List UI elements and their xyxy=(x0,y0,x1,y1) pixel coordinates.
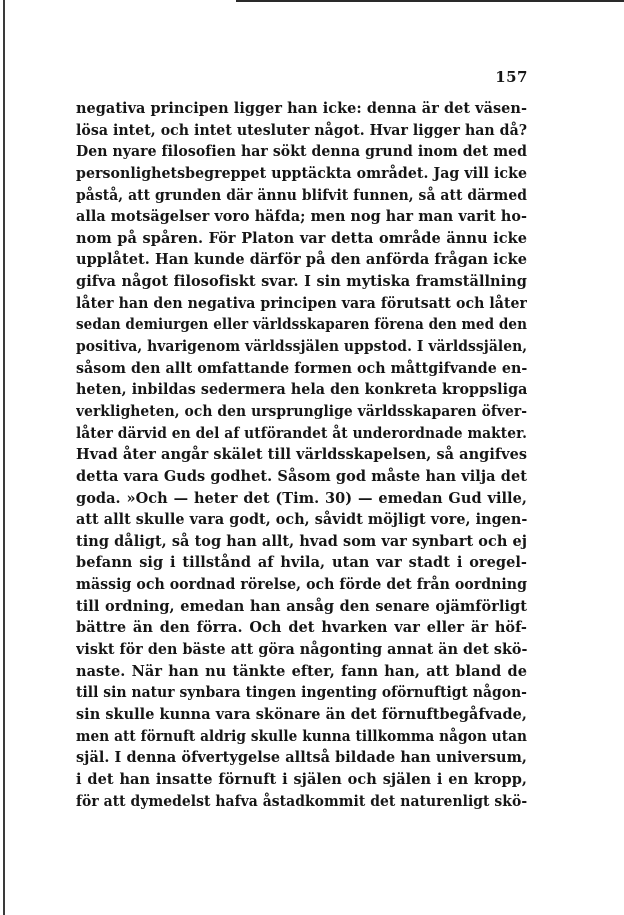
text-line: detta vara Guds godhet. Såsom god måste han vilja det xyxy=(76,467,527,485)
text-line: sedan demiurgen eller världsskaparen förena den med den xyxy=(76,316,528,334)
text-line: viskt för den bäste att göra någonting annat än det skö- xyxy=(76,641,527,659)
text-line: såsom den allt omfattande formen och måttgifvande en- xyxy=(76,359,527,377)
text-line: själ. I denna öfvertygelse alltså bildade han universum, xyxy=(76,749,528,767)
top-edge-rule xyxy=(236,0,624,2)
text-line: låter därvid en del af utförandet åt underordnade makter. xyxy=(76,424,528,442)
text-line: gifva något filosofiskt svar. I sin mytiska framställning xyxy=(76,273,527,291)
text-line: negativa principen ligger han icke: denna är det väsen- xyxy=(76,100,528,117)
text-line: för att dymedelst hafva åstadkommit det naturenligt skö- xyxy=(76,792,528,810)
text-line: heten, inbildas sedermera hela den konkreta kroppsliga xyxy=(76,381,528,399)
text-line: alla motsägelser voro häfda; men nog har man varit ho- xyxy=(76,208,527,226)
text-line: sin skulle kunna vara skönare än det förnuftbegåfvade, xyxy=(76,705,528,723)
text-line: mässig och oordnad rörelse, och förde det från oordning xyxy=(76,576,528,594)
text-line: till sin natur synbara tingen ingenting oförnuftigt någon- xyxy=(76,684,527,702)
text-line: bättre än den förra. Och det hvarken var eller är höf- xyxy=(76,619,527,637)
left-edge-rule xyxy=(3,0,5,915)
body-text xyxy=(76,98,527,812)
page-number: 157 xyxy=(495,68,528,86)
text-line: ting dåligt, så tog han allt, hvad som var synbart och ej xyxy=(76,532,528,550)
text-line: verkligheten, och den ursprunglige världsskaparen öfver- xyxy=(76,402,527,420)
text-line: men att förnuft aldrig skulle kunna tillkomma någon utan xyxy=(76,727,527,745)
text-line: Hvad åter angår skälet till världsskapelsen, så angifves xyxy=(76,446,528,464)
text-line: positiva, hvarigenom världssjälen uppstod. I världssjälen, xyxy=(76,338,528,356)
text-line: till ordning, emedan han ansåg den senare ojämförligt xyxy=(76,597,527,615)
text-line: befann sig i tillstånd af hvila, utan var stadt i oregel- xyxy=(76,554,527,572)
text-line: påstå, att grunden där ännu blifvit funnen, så att därmed xyxy=(76,186,528,204)
text-line: i det han insatte förnuft i själen och själen i en kropp, xyxy=(76,770,527,788)
text-line: naste. När han nu tänkte efter, fann han, att bland de xyxy=(76,662,527,680)
text-line: upplåtet. Han kunde därför på den anförda frågan icke xyxy=(76,251,527,269)
text-line: goda. »Och — heter det (Tim. 30) — emedan Gud ville, xyxy=(76,489,527,507)
text-line: låter han den negativa principen vara förutsatt och låter xyxy=(76,294,528,312)
text-line: Den nyare filosofien har sökt denna grund inom det med xyxy=(76,143,528,161)
text-line: att allt skulle vara godt, och, såvidt möjligt vore, ingen- xyxy=(76,511,527,529)
text-line: nom på spåren. För Platon var detta område ännu icke xyxy=(76,229,527,247)
text-line: personlighetsbegreppet upptäckta området. Jag vill icke xyxy=(76,164,528,182)
text-line: lösa intet, och intet utesluter något. Hvar ligger han då? xyxy=(76,121,528,139)
